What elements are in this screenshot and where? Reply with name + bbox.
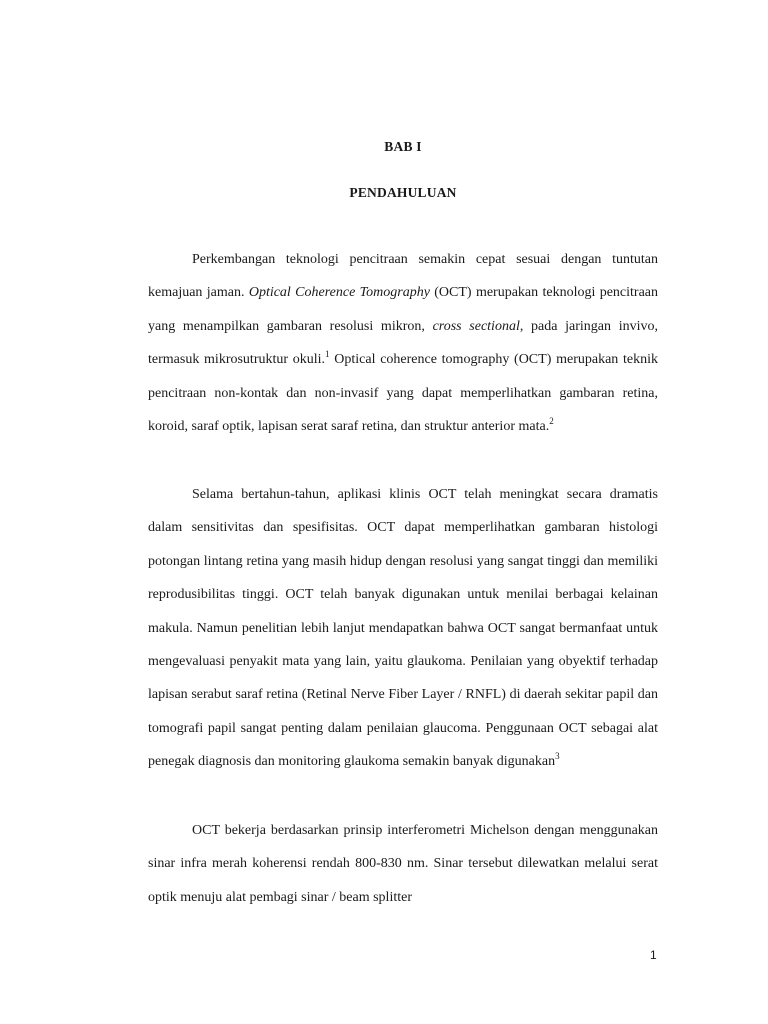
paragraph-1-text-4: Optical coherence tomography (OCT) merupakan teknik pencitraan non-kontak dan non-invasif yang dapat memperlihatkan gambaran retina, koroid, saraf optik, lapisan serat saraf retina, dan struktur anterior mata. <box>148 352 658 435</box>
paragraph-1-italic-term-1: Optical Coherence Tomography <box>248 285 430 301</box>
paragraph-1-text-3: , pada jaringan invivo, termasuk mikrosutruktur okuli. <box>148 318 658 368</box>
paragraph-2-text-1: Selama bertahun-tahun, aplikasi klinis OCT telah meningkat secara dramatis dalam sensitivitas dan spesifisitas. OCT dapat memperlihatkan gambaran histologi potongan lintang retina yang masih hidup dengan resolusi yang sangat tinggi dan memiliki reprodusibilitas tinggi. OCT telah banyak digunakan untuk menilai berbagai kelainan makula. Namun penelitian lebih lanjut mendapatkan bahwa OCT sangat bermanfaat untuk mengevaluasi penyakit mata yang lain, yaitu glaukoma. Penilaian yang obyektif terhadap lapisan serabut saraf retina (Retinal Nerve Fiber Layer / RNFL) di daerah sekitar papil dan tomografi papil sangat penting dalam penilaian glaucoma. Penggunaan OCT sebagai alat penegak diagnosis dan monitoring glaukoma semakin banyak digunakan <box>148 487 658 770</box>
paragraph-1 <box>148 243 658 443</box>
footnote-ref-2: 2 <box>549 416 554 427</box>
paragraph-2 <box>148 478 658 779</box>
chapter-heading: BAB I <box>384 139 422 154</box>
page-number: 1 <box>650 948 657 962</box>
paragraph-1-italic-term-2: cross sectional <box>432 318 520 334</box>
paragraph-3-text-1: OCT bekerja berdasarkan prinsip interferometri Michelson dengan menggunakan sinar infra merah koherensi rendah 800-830 nm. Sinar tersebut dilewatkan melalui serat optik menuju alat pembagi sinar / beam splitter <box>148 823 658 905</box>
footnote-ref-3: 3 <box>555 751 560 762</box>
chapter-title: PENDAHULUAN <box>349 185 457 200</box>
footnote-ref-1: 1 <box>325 349 330 360</box>
paragraph-3 <box>148 814 658 914</box>
paragraph-1-text-2: (OCT) merupakan teknologi pencitraan yang menampilkan gambaran resolusi mikron, <box>148 285 659 334</box>
paragraph-1-text-1: Perkembangan teknologi pencitraan semakin cepat sesuai dengan tuntutan kemajuan jaman. <box>148 252 658 301</box>
